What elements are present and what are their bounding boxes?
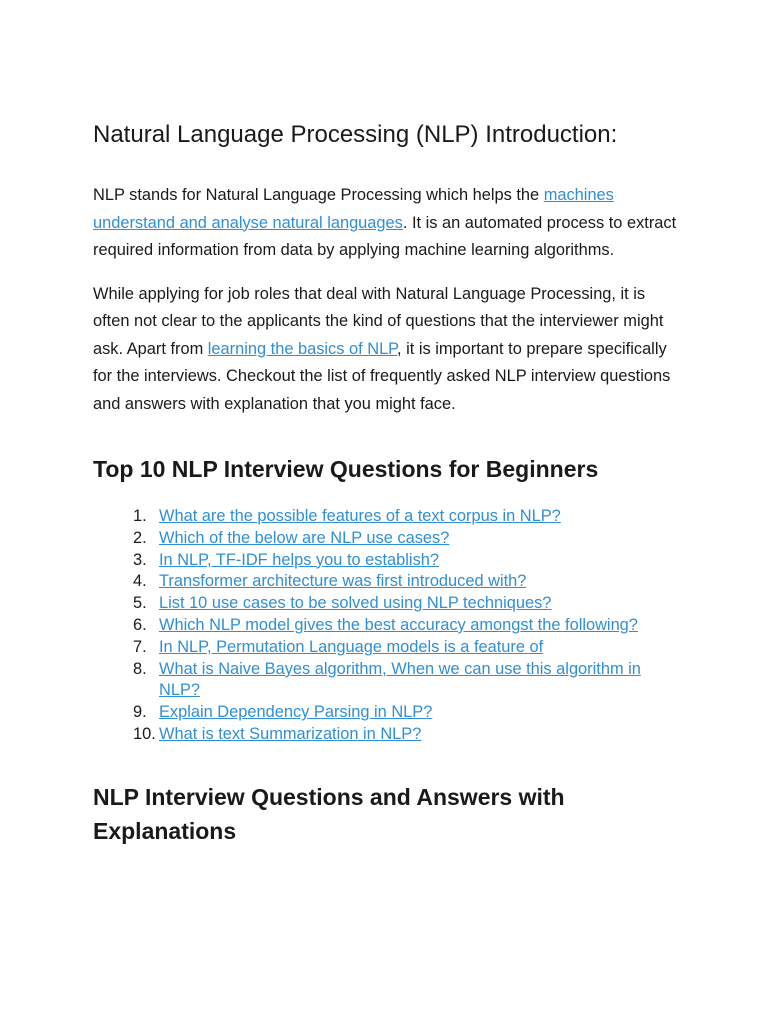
intro-paragraph-2	[93, 281, 678, 419]
list-number: 5.	[133, 594, 147, 613]
question-link-5[interactable]: List 10 use cases to be solved using NLP techniques?	[159, 594, 552, 613]
list-number: 3.	[133, 550, 147, 569]
intro-paragraph-1	[93, 182, 678, 265]
list-item	[133, 506, 678, 528]
answers-heading: NLP Interview Questions and Answers with Explanations	[93, 783, 565, 844]
list-item	[133, 571, 678, 593]
list-number: 8.	[133, 659, 147, 678]
question-link-1[interactable]: What are the possible features of a text corpus in NLP?	[159, 507, 561, 525]
list-number: 1.	[133, 507, 147, 525]
intro-p1-text-after: . It is an automated process to extract required information from data by applying machine learning algorithms.	[93, 213, 677, 259]
list-number: 9.	[133, 703, 147, 722]
learning-basics-link[interactable]: learning the basics of NLP	[207, 339, 398, 358]
list-item	[133, 550, 678, 572]
list-number: 2.	[133, 528, 147, 547]
question-link-9[interactable]: Explain Dependency Parsing in NLP?	[159, 703, 433, 722]
list-item	[133, 615, 678, 637]
list-item	[133, 702, 678, 724]
question-link-3[interactable]: In NLP, TF-IDF helps you to establish?	[159, 550, 439, 569]
list-number: 6.	[133, 615, 147, 634]
list-number: 10.	[133, 724, 156, 743]
question-link-4[interactable]: Transformer architecture was first introduced with?	[159, 572, 527, 591]
list-item	[133, 528, 678, 550]
list-item	[133, 593, 678, 615]
intro-heading: Natural Language Processing (NLP) Introduction:	[93, 121, 618, 148]
list-item	[133, 637, 678, 659]
question-link-10[interactable]: What is text Summarization in NLP?	[159, 724, 422, 743]
intro-p2-text-before: While applying for job roles that deal with Natural Language Processing, it is often not clear to the applicants the kind of questions that the interviewer might ask. Apart from	[93, 284, 664, 358]
question-link-2[interactable]: Which of the below are NLP use cases?	[159, 528, 450, 547]
question-link-7[interactable]: In NLP, Permutation Language models is a feature of	[159, 637, 544, 656]
list-item	[133, 724, 678, 746]
list-item	[133, 659, 678, 703]
list-number: 7.	[133, 637, 147, 656]
machines-understand-link[interactable]: machines understand and analyse natural languages	[93, 186, 614, 232]
intro-p1-text-before: NLP stands for Natural Language Processing which helps the	[93, 186, 544, 204]
list-number: 4.	[133, 572, 147, 591]
question-link-6[interactable]: Which NLP model gives the best accuracy amongst the following?	[159, 615, 638, 634]
question-link-8[interactable]: What is Naive Bayes algorithm, When we can use this algorithm in NLP?	[159, 659, 641, 700]
intro-p2-text-after: , it is important to prepare specifically for the interviews. Checkout the list of frequently asked NLP interview questions and answers with explanation that you might face.	[93, 339, 671, 413]
question-list	[93, 506, 678, 746]
top10-heading: Top 10 NLP Interview Questions for Beginners	[93, 456, 599, 482]
